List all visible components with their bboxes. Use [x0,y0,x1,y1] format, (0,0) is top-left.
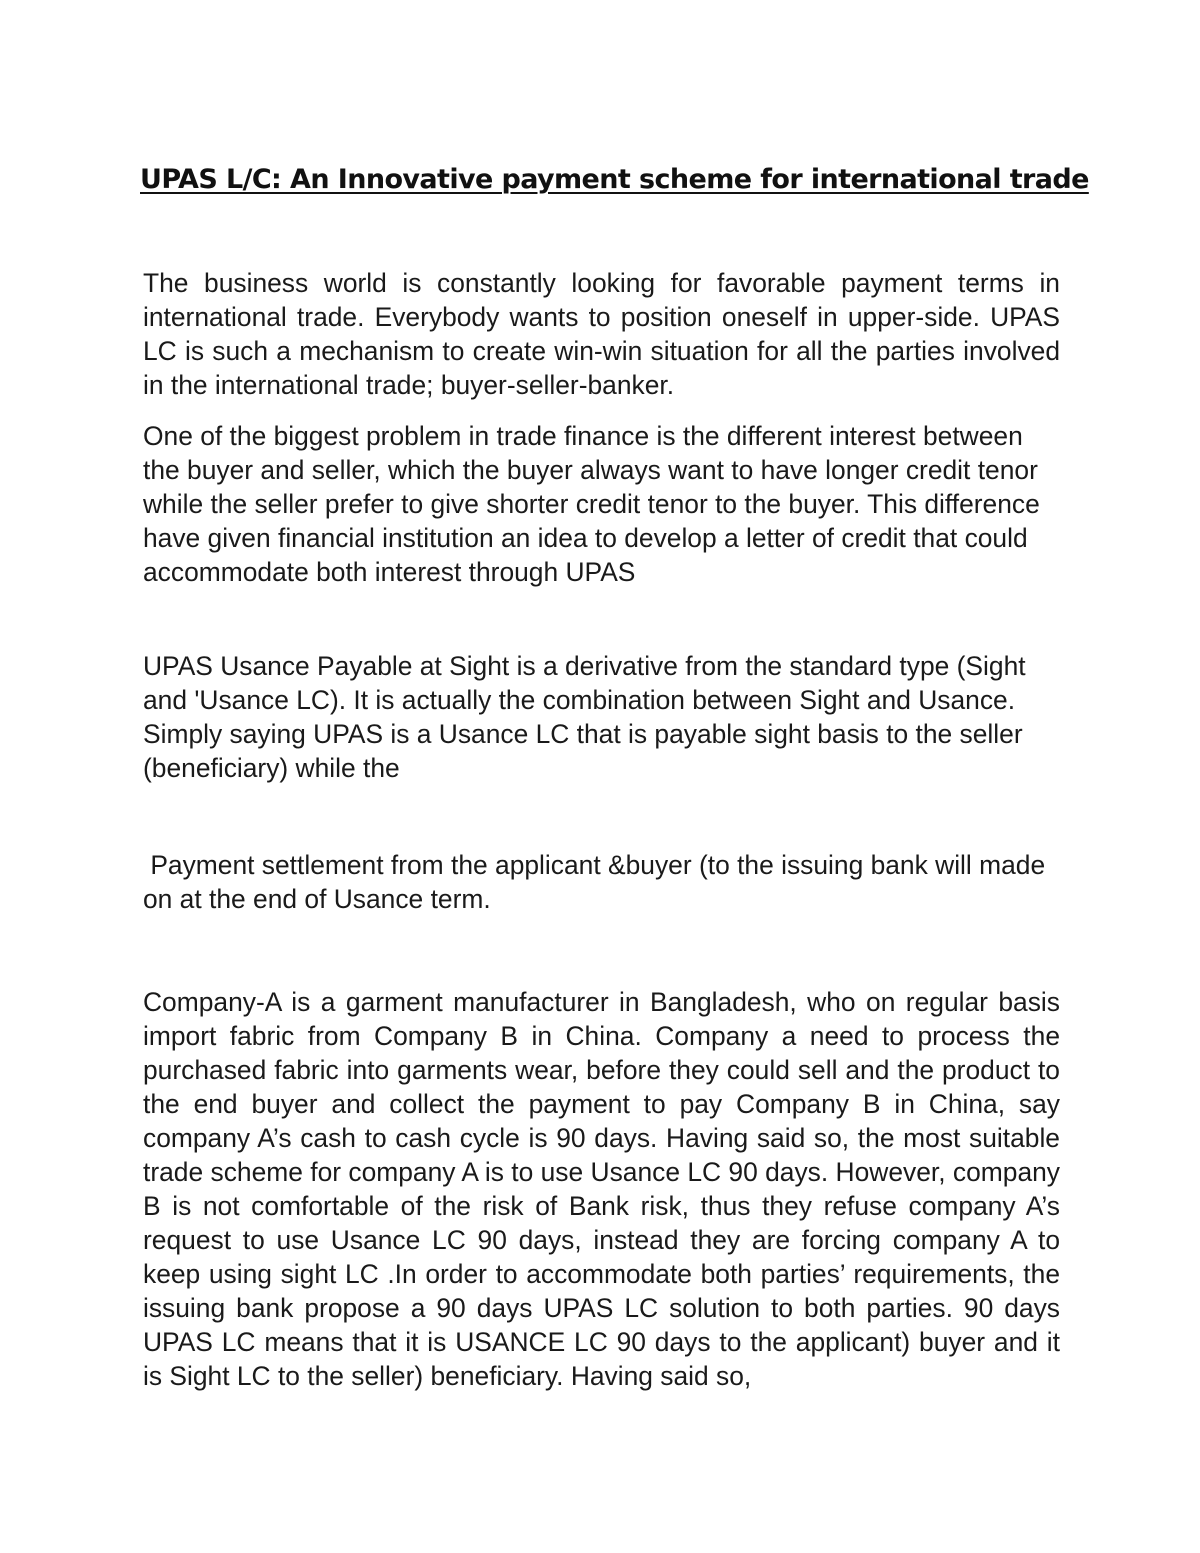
document-title: UPAS L/C: An Innovative payment scheme for international trade [140,164,1089,195]
paragraph-example: Company-A is a garment manufacturer in Bangladesh, who on regular basis import fabric from Company B in China. Company a need to process the purchased fabric into garments wear, before they could sell and the product to the end buyer and collect the payment to pay Company B in China, say company A’s cash to cash cycle is 90 days. Having said so, the most suitable trade scheme for company A is to use Usance LC 90 days. However, company B is not comfortable of the risk of Bank risk, thus they refuse company A’s request to use Usance LC 90 days, instead they are forcing company A to keep using sight LC .In order to accommodate both parties’ requirements, the issuing bank propose a 90 days UPAS LC solution to both parties. 90 days UPAS LC means that it is USANCE LC 90 days to the applicant) buyer and it is Sight LC to the seller) beneficiary. Having said so, [143,987,1060,1391]
paragraph-settlement: Payment settlement from the applicant &buyer (to the issuing bank will made on at the end of Usance term. [143,850,1046,914]
paragraph-problem: One of the biggest problem in trade finance is the different interest between the buyer and seller, which the buyer always want to have longer credit tenor while the seller prefer to give shorter credit tenor to the buyer. This difference have given financial institution an idea to develop a letter of credit that could accommodate both interest through UPAS [143,421,1040,587]
paragraph-definition: UPAS Usance Payable at Sight is a derivative from the standard type (Sight and 'Usance LC). It is actually the combination between Sight and Usance. Simply saying UPAS is a Usance LC that is payable sight basis to the seller (beneficiary) while the [143,651,1026,783]
paragraph-intro: The business world is constantly looking for favorable payment terms in international trade. Everybody wants to position oneself in upper-side. UPAS LC is such a mechanism to create win-win situation for all the parties involved in the international trade; buyer-seller-banker. [143,268,1060,400]
